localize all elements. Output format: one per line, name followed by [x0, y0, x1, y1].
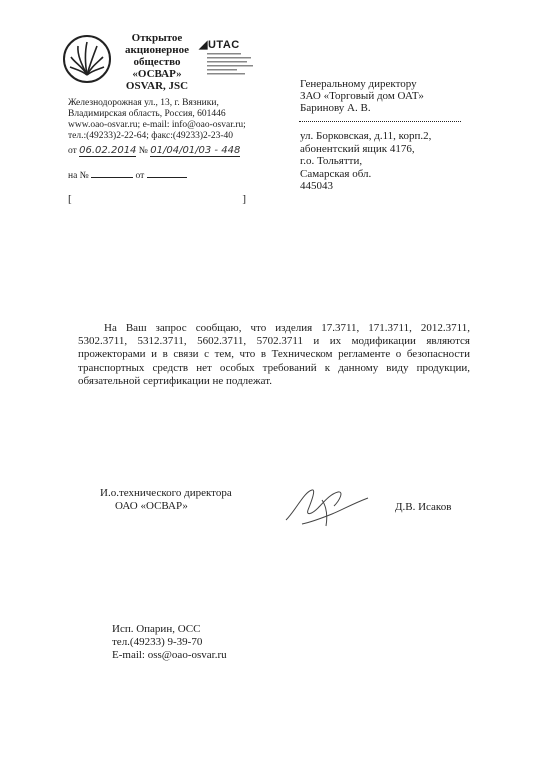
sender-address	[68, 98, 246, 142]
signature-icon	[282, 480, 372, 532]
recipient-line: Генеральному директору	[300, 78, 417, 90]
recipient-address-line: Самарская обл.	[300, 167, 372, 180]
recipient-line: ЗАО «Торговый дом ОАТ»	[300, 90, 424, 102]
ref-date: 06.02.2014	[79, 145, 137, 156]
utac-arrow-icon: ◢	[199, 39, 208, 51]
utac-fine-print-icon	[199, 51, 259, 79]
recipient-address-line: 445043	[300, 180, 333, 192]
logo-sunburst-icon	[65, 37, 109, 81]
executor-block	[112, 623, 227, 662]
executor-line: тел.(49233) 9-39-70	[112, 636, 203, 648]
handwritten-signature	[282, 480, 372, 532]
executor-line: E-mail: oss@oao-osvar.ru	[112, 649, 227, 661]
company-name	[112, 32, 202, 92]
executor-line: Исп. Опарин, ОСС	[112, 623, 201, 635]
signatory-title-line: И.о.технического директора	[100, 487, 232, 499]
ref-number-label: №	[138, 146, 148, 156]
company-line: «ОСВАР»	[132, 68, 182, 80]
company-logo-icon	[63, 35, 111, 83]
outgoing-reference	[68, 145, 240, 156]
bracket-close: ]	[242, 193, 246, 205]
letter-body	[78, 322, 470, 388]
ref-in-from-label: от	[135, 171, 145, 181]
address-line: www.oao-osvar.ru; e-mail: info@oao-osvar.ru;	[68, 120, 246, 130]
company-line: общество	[133, 56, 181, 68]
ref-in-blank	[91, 168, 133, 178]
bracket-open: [	[68, 193, 72, 205]
company-line: Открытое	[131, 32, 183, 44]
ref-number: 01/04/01/03 - 448	[150, 145, 241, 156]
address-line: тел.:(49233)2-22-64; факс:(49233)2-23-40	[68, 131, 234, 141]
ref-in-date-blank	[147, 168, 187, 178]
recipient-address-line: ул. Борковская, д.11, корп.2,	[300, 130, 432, 142]
signer-name: Д.В. Исаков	[395, 501, 452, 513]
ref-in-label: на №	[68, 171, 89, 181]
recipient-line: Баринову А. В.	[300, 102, 371, 114]
signatory-title-line: ОАО «ОСВАР»	[115, 500, 188, 512]
incoming-reference	[68, 168, 187, 181]
recipient-block	[300, 78, 424, 114]
address-line: Железнодорожная ул., 13, г. Вязники,	[68, 98, 219, 108]
body-paragraph: На Ваш запрос сообщаю, что изделия 17.3711, 171.3711, 2012.3711, 5302.3711, 5312.3711, 5602.3711, 5702.3711 и их модификации являются прожекторами и в связи с тем, что в Техническом регламенте о безопасности транспортных средств нет особых требований к данному виду продукции, обязательной сертификации не подлежат.	[78, 322, 470, 387]
ref-from-label: от	[68, 146, 77, 156]
utac-logo-text: ◢UTAC	[199, 39, 240, 51]
signatory-title	[100, 487, 232, 513]
utac-certification-logo	[199, 38, 259, 78]
divider	[299, 121, 461, 122]
company-line: OSVAR, JSC	[125, 80, 189, 92]
recipient-address-line: г.о. Тольятти,	[300, 155, 363, 167]
company-line: акционерное	[124, 44, 190, 56]
address-line: Владимирская область, Россия, 601446	[68, 109, 226, 119]
recipient-address	[300, 130, 431, 193]
recipient-address-line: абонентский ящик 4176,	[300, 142, 415, 155]
